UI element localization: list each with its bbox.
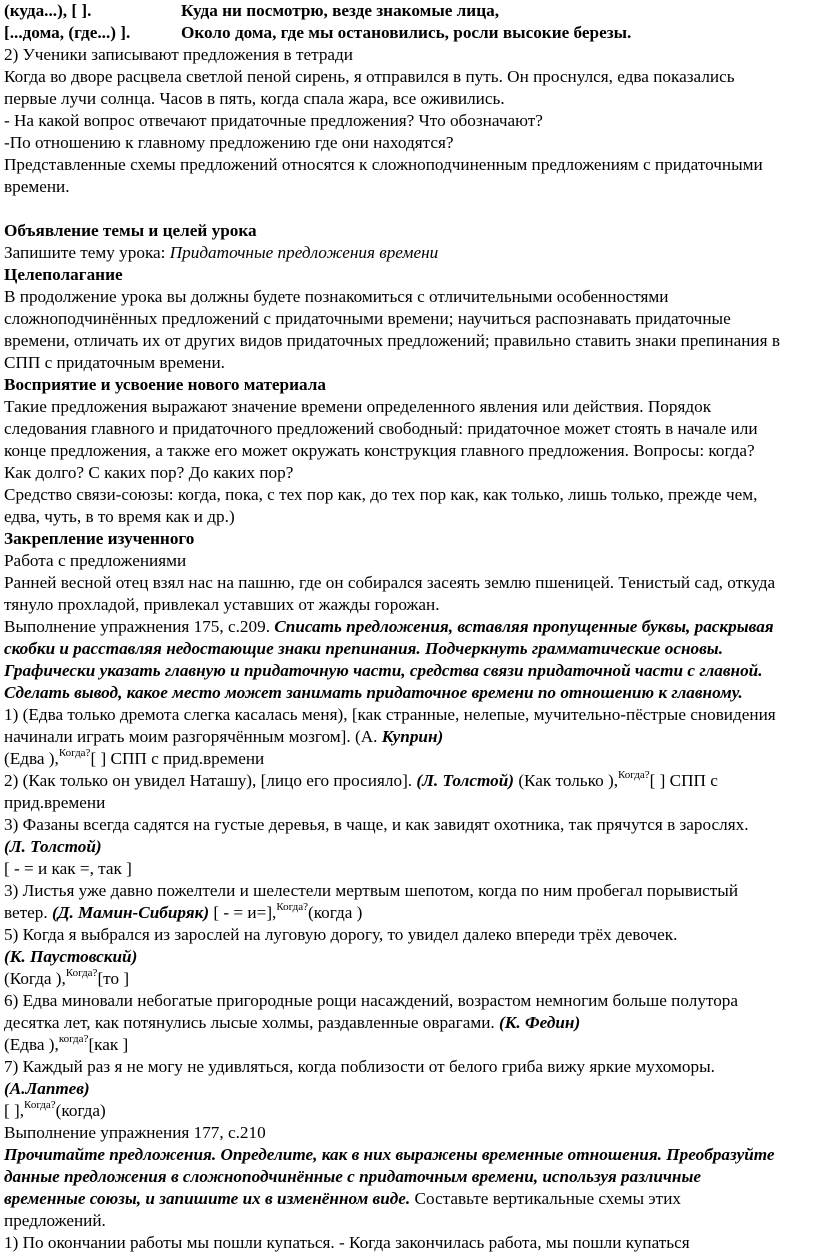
item-3-author: (Л. Толстой) [4,837,102,856]
section-heading: Восприятие и усвоение нового материала [4,375,326,394]
example-line: Ранней весной отец взял нас на пашню, где он собирался засеять землю пшеницей. Тенистый сад, откуда [4,573,776,592]
question-superscript: Когда? [65,967,98,979]
item-2-line: прид.времени [4,793,106,812]
question-superscript: Когда? [58,747,91,759]
example-2: Около дома, где мы остановились, росли высокие березы. [181,23,632,42]
task-175-line [4,616,812,638]
scheme-part: [ - = и=], [209,903,277,922]
subheading: Работа с предложениями [4,551,187,570]
task-175-instruction: Графически указать главную и придаточную части, средства связи придаточной части с главной. [4,661,763,680]
task-177-line [4,1188,812,1210]
task-175-instruction: скобки и расставляя недостающие знаки препинания. Подчеркнуть грамматические основы. [4,639,724,658]
scheme-part: [ ], [4,1101,25,1120]
task-177-sentence: 1) По окончании работы мы пошли купаться. - Когда закончилась работа, мы пошли купаться [4,1233,690,1252]
item-1-author: Куприн) [381,727,444,746]
item-2-text: 2) (Как только он увидел Наташу), [лицо его просияло]. [4,771,417,790]
goal-line: времени, отличать их от других видов придаточных предложений; правильно ставить знаки препинания в [4,331,780,350]
item-7-line: 7) Каждый раз я не могу не удивляться, когда поблизости от белого гриба вижу яркие мухоморы. [4,1057,715,1076]
scheme-part: [то ] [97,969,130,988]
task-177-instruction: Прочитайте предложения. Определите, как в них выражены временные отношения. Преобразуйте [4,1145,775,1164]
item-6-scheme [4,1034,812,1056]
spacer [4,198,812,220]
item-6-text: десятка лет, как потянулись лысые холмы, раздавленные оврагами. [4,1013,500,1032]
paragraph-line: Как долго? С каких пор? До каких пор? [4,463,294,482]
item-2-line [4,770,812,792]
item-7-scheme [4,1100,812,1122]
section-heading: Объявление темы и целей урока [4,221,257,240]
item-5-line: 5) Когда я выбрался из зарослей на луговую дорогу, то увидел далеко впереди трёх девочек. [4,925,678,944]
paragraph-line: Такие предложения выражают значение времени определенного явления или действия. Порядок [4,397,712,416]
question-superscript: Когда? [618,769,650,781]
scheme-part: (Едва ), [4,1035,59,1054]
task-177-line: предложений. [4,1211,106,1230]
question: -По отношению к главному предложению где они находятся? [4,133,454,152]
item-6-author: (К. Федин) [499,1013,581,1032]
scheme-part: [как ] [88,1035,129,1054]
question-superscript: Когда? [24,1099,56,1111]
scheme-row-2 [4,22,812,44]
paragraph-line: Средство связи-союзы: когда, пока, с тех пор как, до тех пор как, как только, лишь только, прежде чем, [4,485,758,504]
goal-line: В продолжение урока вы должны будете познакомиться с отличительными особенностями [4,287,669,306]
sentence-line: первые лучи солнца. Часов в пять, когда спала жара, все оживились. [4,89,505,108]
topic-label: Запишите тему урока: [4,243,170,262]
item-2-author: (Л. Толстой) [416,771,515,790]
task-177-instruction: данные предложения в сложноподчинённые с придаточным времени, используя различные [4,1167,702,1186]
conclusion-line: времени. [4,177,70,196]
item-1-scheme [4,748,812,770]
item-6-line: 6) Едва миновали небогатые пригородные рощи насаждений, возрастом немногим больше полутора [4,991,739,1010]
scheme-row-1 [4,0,812,22]
example-line: тянуло прохладой, привлекал уставших от жажды горожан. [4,595,440,614]
item-1-line [4,726,812,748]
scheme-part: (когда) [55,1101,106,1120]
item-6-line [4,1012,812,1034]
task-177-label: Выполнение упражнения 177, с.210 [4,1123,266,1142]
topic-title: Придаточные предложения времени [169,243,439,262]
item-4-line [4,902,812,924]
document-page [4,0,812,1254]
item-1-line: 1) (Едва только дремота слегка касалась меня), [как странные, нелепые, мучительно-пёстрые сновидения [4,705,776,724]
scheme-part: (Как только ), [514,771,619,790]
question-superscript: когда? [58,1033,89,1045]
item-7-author: (А.Лаптев) [4,1079,90,1098]
scheme-part: (когда ) [307,903,363,922]
item-3-line: 3) Фазаны всегда садятся на густые деревья, в чаще, и как завидят охотника, так прячутся в зарослях. [4,815,749,834]
scheme-2: [...дома, (где...) ]. [4,23,131,42]
item-5-author: (К. Паустовский) [4,947,138,966]
item-1-text: начинали играть моим разгорячённым мозгом]. (А. [4,727,382,746]
goal-line: СПП с придаточным времени. [4,353,225,372]
section-heading: Закрепление изученного [4,529,195,548]
paragraph-line: едва, чуть, в то время как и др.) [4,507,235,526]
paragraph-line: конце предложения, а также его может окружать конструкция главного предложения. Вопросы: когда? [4,441,755,460]
task-177-instruction: временные союзы, и запишите их в изменённом виде. [4,1189,411,1208]
scheme-part: (Когда ), [4,969,66,988]
task-175-instruction: Сделать вывод, какое место может занимать придаточное времени по отношению к главному. [4,683,743,702]
goal-line: сложноподчинённых предложений с придаточными времени; научиться распознавать придаточные [4,309,731,328]
step-2: 2) Ученики записывают предложения в тетради [4,45,353,64]
section-heading: Целеполагание [4,265,123,284]
task-175-label: Выполнение упражнения 175, с.209. [4,617,275,636]
item-3-scheme: [ - = и как =, так ] [4,859,132,878]
item-5-scheme [4,968,812,990]
scheme-1: (куда...), [ ]. [4,1,92,20]
item-4-line: 3) Листья уже давно пожелтели и шелестели мертвым шепотом, когда по ним пробегал порывистый [4,881,739,900]
conclusion-line: Представленные схемы предложений относятся к сложноподчиненным предложениям с придаточными [4,155,763,174]
task-175-instruction: Списать предложения, вставляя пропущенные буквы, раскрывая [274,617,774,636]
scheme-part: (Едва ), [4,749,59,768]
task-177-text: Составьте вертикальные схемы этих [410,1189,681,1208]
question: - На какой вопрос отвечают придаточные предложения? Что обозначают? [4,111,543,130]
topic-line [4,242,812,264]
question-superscript: Когда? [276,901,308,913]
scheme-part: [ ] СПП с [649,771,718,790]
paragraph-line: следования главного и придаточного предложений свободный: придаточное может стоять в начале или [4,419,758,438]
example-1: Куда ни посмотрю, везде знакомые лица, [181,1,500,20]
scheme-part: [ ] СПП с прид.времени [90,749,265,768]
item-4-author: (Д. Мамин-Сибиряк) [51,903,210,922]
sentence-line: Когда во дворе расцвела светлой пеной сирень, я отправился в путь. Он проснулся, едва показались [4,67,735,86]
item-4-text: ветер. [4,903,52,922]
